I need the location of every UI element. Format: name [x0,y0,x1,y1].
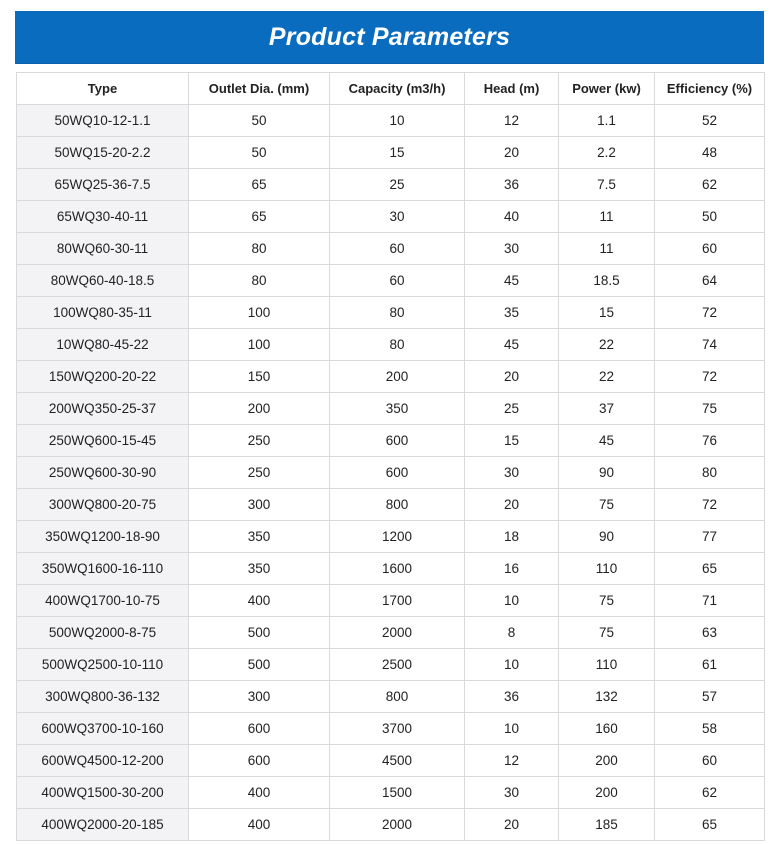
cell-outlet-dia: 100 [189,329,330,361]
cell-capacity: 60 [330,265,465,297]
cell-efficiency: 60 [655,745,765,777]
cell-type: 350WQ1600-16-110 [17,553,189,585]
cell-efficiency: 65 [655,809,765,841]
cell-capacity: 1500 [330,777,465,809]
cell-head: 15 [465,425,559,457]
cell-outlet-dia: 300 [189,489,330,521]
table-row [17,265,765,297]
table-row [17,329,765,361]
cell-head: 45 [465,329,559,361]
cell-capacity: 1200 [330,521,465,553]
cell-type: 65WQ25-36-7.5 [17,169,189,201]
table-row [17,105,765,137]
title-banner [15,11,764,64]
cell-capacity: 80 [330,297,465,329]
cell-outlet-dia: 600 [189,713,330,745]
table-row [17,489,765,521]
cell-efficiency: 60 [655,233,765,265]
cell-head: 12 [465,105,559,137]
cell-power: 1.1 [559,105,655,137]
cell-efficiency: 62 [655,169,765,201]
cell-head: 20 [465,137,559,169]
cell-type: 10WQ80-45-22 [17,329,189,361]
table-row [17,457,765,489]
cell-capacity: 800 [330,489,465,521]
cell-type: 400WQ1700-10-75 [17,585,189,617]
cell-capacity: 600 [330,425,465,457]
table-row [17,745,765,777]
page-title: Product Parameters [268,22,511,51]
cell-power: 7.5 [559,169,655,201]
table-row [17,553,765,585]
cell-type: 500WQ2000-8-75 [17,617,189,649]
cell-power: 110 [559,553,655,585]
table-row [17,297,765,329]
cell-efficiency: 57 [655,681,765,713]
cell-capacity: 1600 [330,553,465,585]
cell-outlet-dia: 600 [189,745,330,777]
cell-power: 200 [559,745,655,777]
cell-power: 45 [559,425,655,457]
cell-head: 25 [465,393,559,425]
table-row [17,137,765,169]
cell-head: 20 [465,489,559,521]
cell-power: 90 [559,521,655,553]
cell-outlet-dia: 250 [189,457,330,489]
cell-head: 10 [465,585,559,617]
cell-outlet-dia: 150 [189,361,330,393]
cell-type: 400WQ2000-20-185 [17,809,189,841]
cell-type: 400WQ1500-30-200 [17,777,189,809]
cell-efficiency: 77 [655,521,765,553]
cell-outlet-dia: 65 [189,169,330,201]
cell-head: 10 [465,713,559,745]
cell-power: 2.2 [559,137,655,169]
cell-efficiency: 65 [655,553,765,585]
cell-outlet-dia: 500 [189,649,330,681]
cell-capacity: 3700 [330,713,465,745]
cell-capacity: 2000 [330,617,465,649]
cell-capacity: 25 [330,169,465,201]
cell-type: 200WQ350-25-37 [17,393,189,425]
cell-capacity: 80 [330,329,465,361]
cell-head: 16 [465,553,559,585]
cell-head: 18 [465,521,559,553]
cell-type: 250WQ600-15-45 [17,425,189,457]
cell-capacity: 15 [330,137,465,169]
cell-efficiency: 71 [655,585,765,617]
cell-efficiency: 64 [655,265,765,297]
cell-type: 600WQ3700-10-160 [17,713,189,745]
cell-capacity: 10 [330,105,465,137]
cell-power: 11 [559,201,655,233]
cell-head: 12 [465,745,559,777]
cell-efficiency: 50 [655,201,765,233]
table-row [17,585,765,617]
header-outlet-dia: Outlet Dia. (mm) [189,73,330,105]
cell-outlet-dia: 50 [189,137,330,169]
cell-power: 37 [559,393,655,425]
cell-efficiency: 72 [655,361,765,393]
cell-power: 18.5 [559,265,655,297]
table-row [17,425,765,457]
cell-efficiency: 63 [655,617,765,649]
table-header-row [17,73,765,105]
cell-outlet-dia: 400 [189,809,330,841]
cell-outlet-dia: 400 [189,585,330,617]
cell-type: 65WQ30-40-11 [17,201,189,233]
cell-efficiency: 80 [655,457,765,489]
cell-head: 45 [465,265,559,297]
cell-efficiency: 52 [655,105,765,137]
cell-outlet-dia: 100 [189,297,330,329]
cell-capacity: 4500 [330,745,465,777]
cell-power: 90 [559,457,655,489]
table-row [17,649,765,681]
cell-outlet-dia: 50 [189,105,330,137]
cell-outlet-dia: 65 [189,201,330,233]
header-capacity: Capacity (m3/h) [330,73,465,105]
table-row [17,521,765,553]
cell-type: 50WQ10-12-1.1 [17,105,189,137]
cell-type: 500WQ2500-10-110 [17,649,189,681]
table-row [17,617,765,649]
cell-power: 11 [559,233,655,265]
cell-capacity: 600 [330,457,465,489]
cell-efficiency: 62 [655,777,765,809]
cell-capacity: 30 [330,201,465,233]
product-parameters-table [16,72,765,841]
cell-outlet-dia: 500 [189,617,330,649]
header-efficiency: Efficiency (%) [655,73,765,105]
cell-head: 30 [465,777,559,809]
cell-power: 110 [559,649,655,681]
table-row [17,809,765,841]
table-body [17,105,765,841]
table-row [17,393,765,425]
cell-efficiency: 58 [655,713,765,745]
cell-type: 350WQ1200-18-90 [17,521,189,553]
cell-power: 75 [559,617,655,649]
table-row [17,681,765,713]
cell-head: 30 [465,457,559,489]
header-head: Head (m) [465,73,559,105]
table-row [17,169,765,201]
cell-head: 20 [465,809,559,841]
cell-capacity: 2500 [330,649,465,681]
table-row [17,713,765,745]
cell-efficiency: 75 [655,393,765,425]
cell-power: 185 [559,809,655,841]
cell-type: 50WQ15-20-2.2 [17,137,189,169]
cell-head: 36 [465,169,559,201]
cell-head: 10 [465,649,559,681]
cell-capacity: 60 [330,233,465,265]
table-row [17,201,765,233]
cell-type: 300WQ800-20-75 [17,489,189,521]
cell-outlet-dia: 250 [189,425,330,457]
cell-type: 250WQ600-30-90 [17,457,189,489]
cell-head: 8 [465,617,559,649]
cell-head: 20 [465,361,559,393]
cell-efficiency: 74 [655,329,765,361]
cell-outlet-dia: 300 [189,681,330,713]
cell-type: 300WQ800-36-132 [17,681,189,713]
cell-outlet-dia: 200 [189,393,330,425]
cell-type: 80WQ60-40-18.5 [17,265,189,297]
cell-efficiency: 72 [655,297,765,329]
table-row [17,777,765,809]
cell-head: 40 [465,201,559,233]
cell-power: 22 [559,329,655,361]
cell-efficiency: 61 [655,649,765,681]
header-type: Type [17,73,189,105]
cell-head: 36 [465,681,559,713]
cell-power: 75 [559,585,655,617]
cell-power: 75 [559,489,655,521]
cell-power: 200 [559,777,655,809]
cell-outlet-dia: 350 [189,521,330,553]
cell-type: 80WQ60-30-11 [17,233,189,265]
cell-type: 100WQ80-35-11 [17,297,189,329]
cell-efficiency: 48 [655,137,765,169]
cell-outlet-dia: 400 [189,777,330,809]
cell-type: 150WQ200-20-22 [17,361,189,393]
cell-power: 22 [559,361,655,393]
cell-efficiency: 72 [655,489,765,521]
cell-capacity: 200 [330,361,465,393]
cell-capacity: 2000 [330,809,465,841]
cell-outlet-dia: 80 [189,265,330,297]
table-row [17,233,765,265]
cell-outlet-dia: 80 [189,233,330,265]
cell-head: 35 [465,297,559,329]
header-power: Power (kw) [559,73,655,105]
cell-power: 132 [559,681,655,713]
cell-capacity: 1700 [330,585,465,617]
cell-power: 160 [559,713,655,745]
table-row [17,361,765,393]
cell-power: 15 [559,297,655,329]
cell-head: 30 [465,233,559,265]
cell-efficiency: 76 [655,425,765,457]
cell-type: 600WQ4500-12-200 [17,745,189,777]
cell-outlet-dia: 350 [189,553,330,585]
cell-capacity: 800 [330,681,465,713]
cell-capacity: 350 [330,393,465,425]
